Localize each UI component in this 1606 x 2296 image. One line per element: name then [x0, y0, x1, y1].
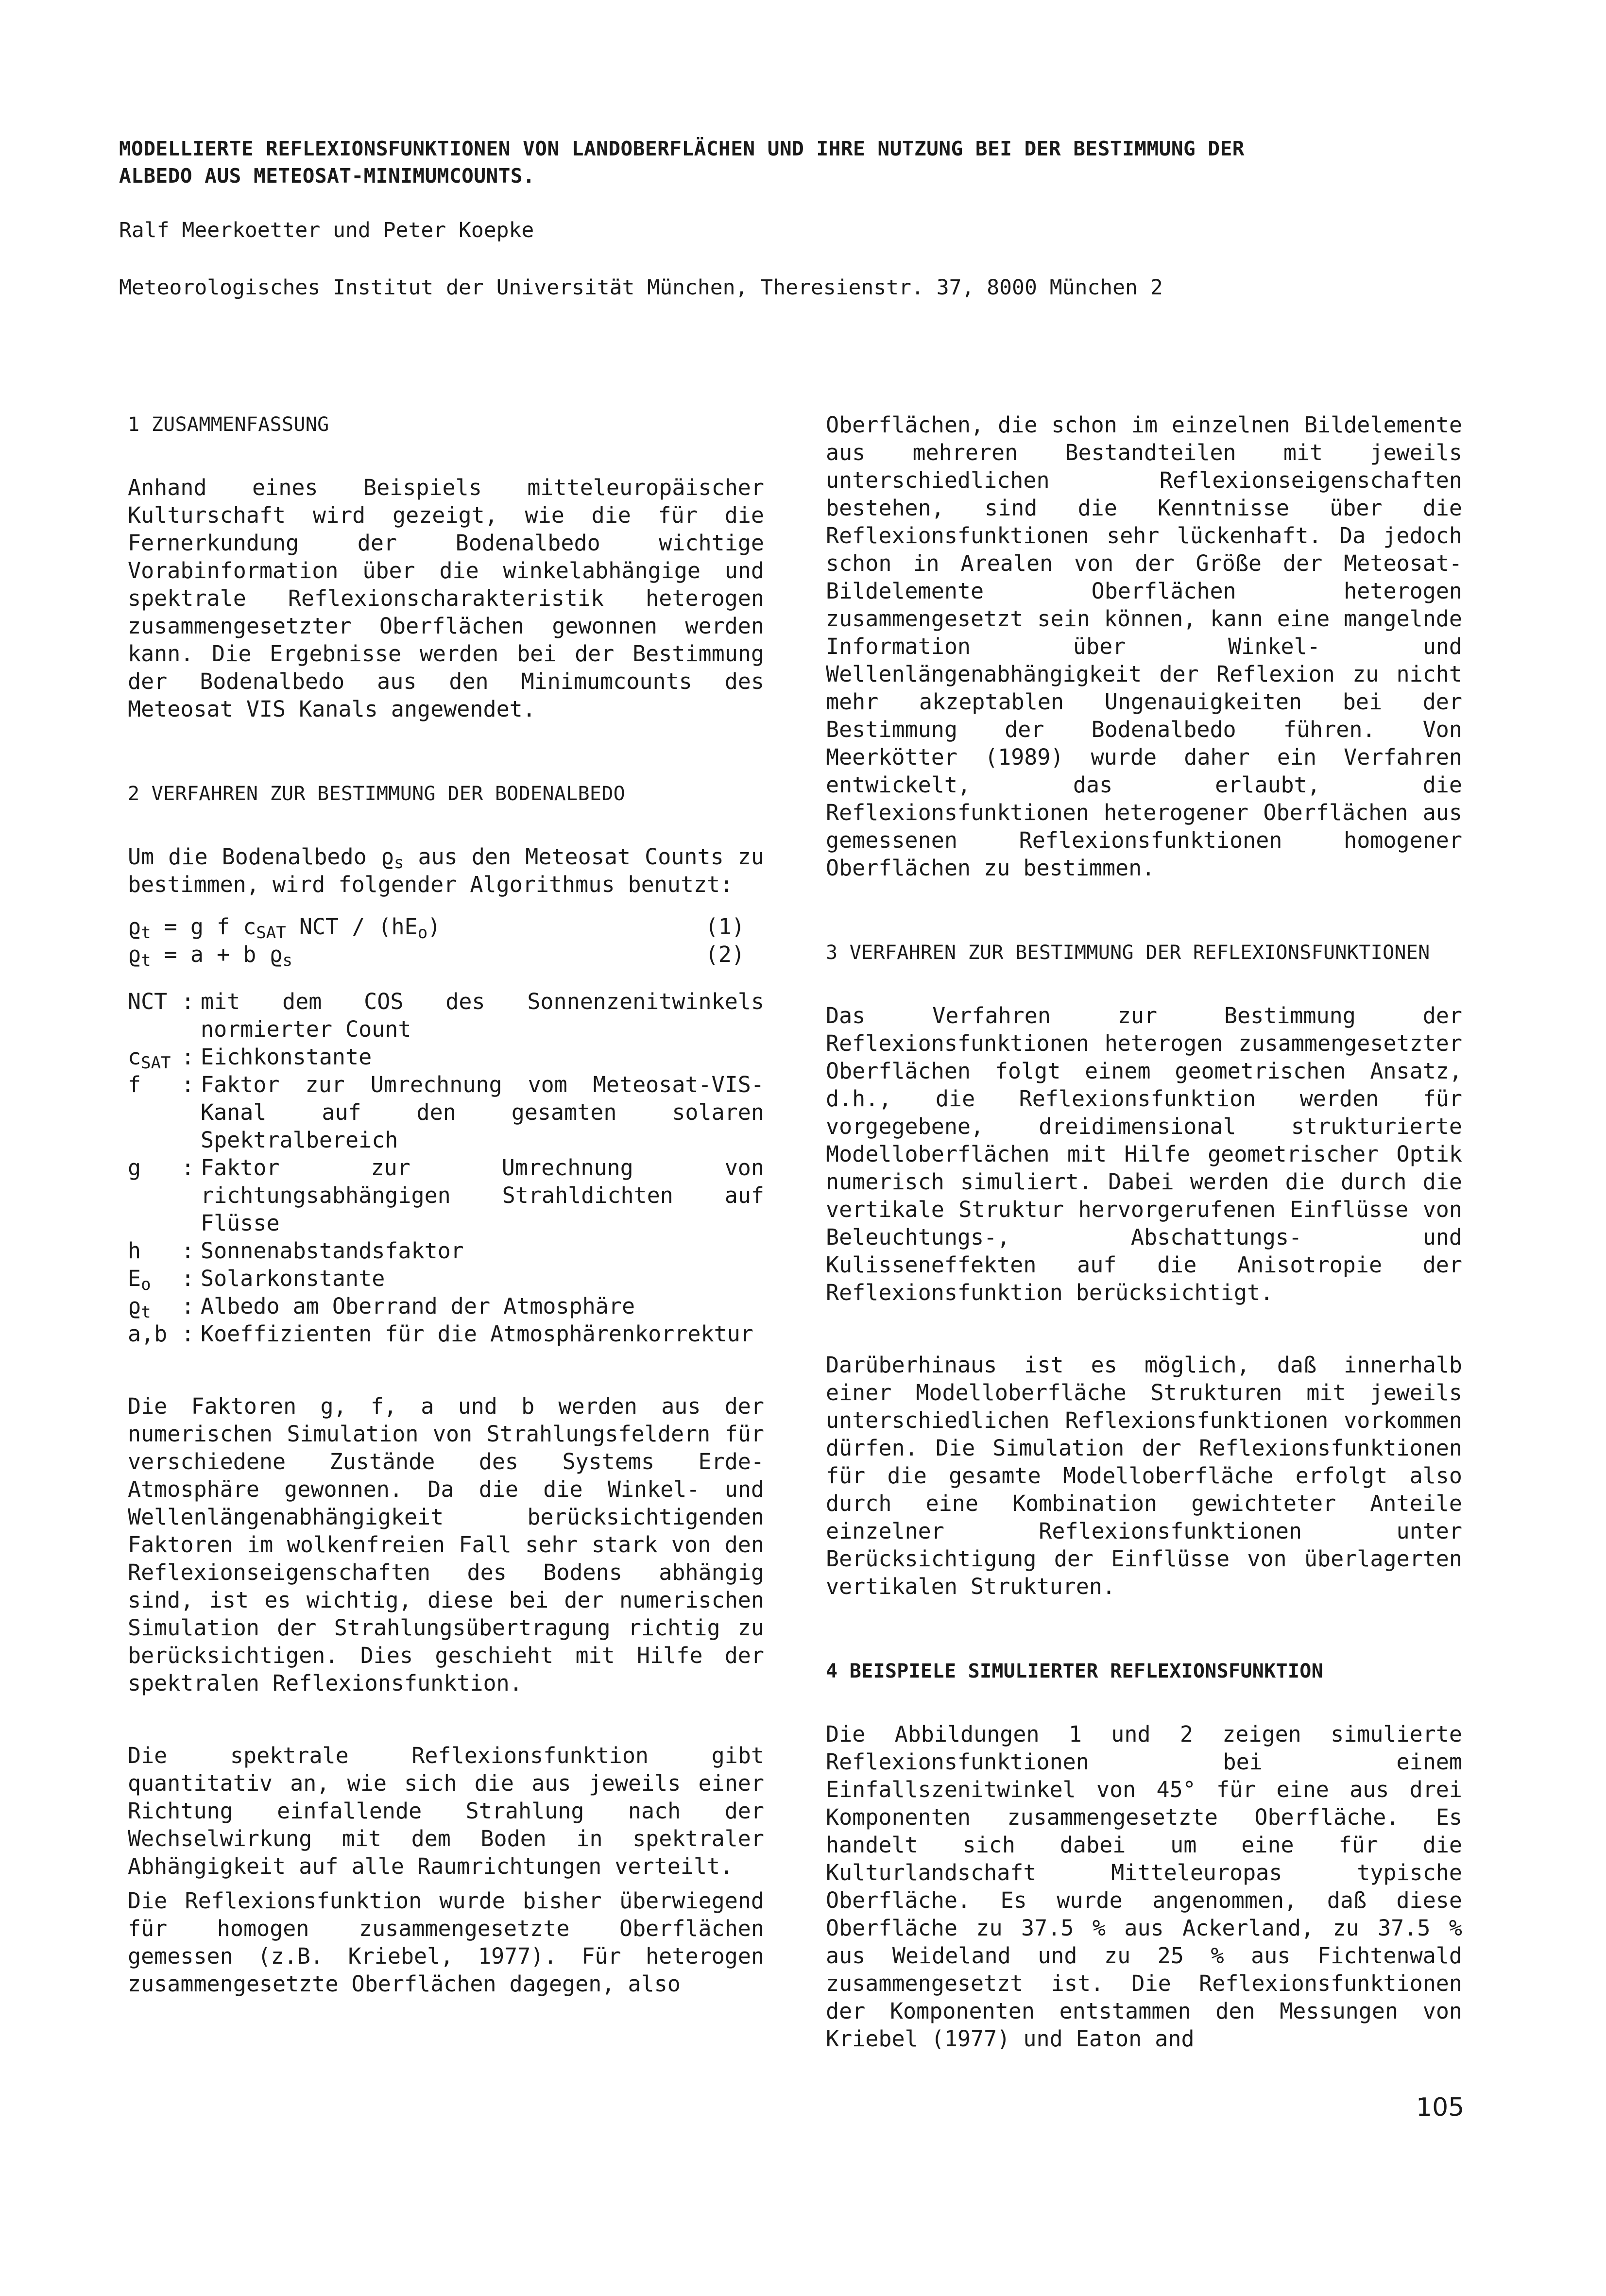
page-number: 105	[1416, 2093, 1465, 2122]
symbol-row: h : Sonnenabstandsfaktor	[128, 1238, 464, 1264]
section-4-heading: 4 BEISPIELE SIMULIERTER REFLEXIONSFUNKTION	[826, 1660, 1324, 1682]
symbol-list	[128, 988, 764, 1348]
symbol-row: g : Faktor zur Umrechnung von richtungsabhängigen Strahldichten auf Flüsse	[128, 1155, 764, 1236]
paper-authors: Ralf Meerkoetter und Peter Koepke	[119, 218, 534, 242]
section-4-paragraph-1: Die Abbildungen 1 und 2 zeigen simulierte Reflexionsfunktionen bei einem Einfallszenitwinkel von 45° für eine aus drei Komponenten zusammengesetzte Oberfläche. Es handelt sich dabei um eine für die Kulturlandschaft Mitteleuropas typische Oberfläche. Es wurde angenommen, daß diese Oberfläche zu 37.5 % aus Ackerland, zu 37.5 % aus Weideland und zu 25 % aus Fichtenwald zusammengesetzt ist. Die Reflexionsfunktionen der Komponenten entstammen den Messungen von Kriebel (1977) und Eaton and	[826, 1721, 1462, 2052]
paper-affiliation: Meteorologisches Institut der Universität München, Theresienstr. 37, 8000 München 2	[119, 275, 1163, 300]
symbol-row: $ϱ_t$ : Albedo am Oberrand der Atmosphäre	[128, 1293, 635, 1322]
section-1-heading: 1 ZUSAMMENFASSUNG	[128, 413, 329, 436]
section-2-heading: 2 VERFAHREN ZUR BESTIMMUNG DER BODENALBEDO	[128, 783, 626, 805]
left-column	[128, 411, 764, 1998]
equation-2-number: (2)	[705, 942, 745, 967]
symbol-row: a,b : Koeffizienten für die Atmosphärenkorrektur	[128, 1321, 753, 1347]
section-3-paragraph-1: Das Verfahren zur Bestimmung der Reflexionsfunktionen heterogen zusammengesetzter Oberflächen folgt einem geometrischen Ansatz, d.h., die Reflexionsfunktion werden für vorgegebene, dreidimensional strukturierte Modelloberflächen mit Hilfe geometrischer Optik numerisch simuliert. Dabei werden die durch die vertikale Struktur hervorgerufenen Einflüsse von Beleuchtungs-, Abschattungs- und Kulisseneffekten auf die Anisotropie der Reflexionsfunktion berücksichtigt.	[826, 1003, 1462, 1305]
section-3-paragraph-2: Darüberhinaus ist es möglich, daß innerhalb einer Modelloberfläche Strukturen mit jeweils unterschiedlichen Reflexionsfunktionen vorkommen dürfen. Die Simulation der Reflexionsfunktionen für die gesamte Modelloberfläche erfolgt also durch eine Kombination gewichteter Anteile einzelner Reflexionsfunktionen unter Berücksichtigung der Einflüsse von überlagerten vertikalen Strukturen.	[826, 1352, 1462, 1599]
section-2-intro: Um die Bodenalbedo $ϱ_s$ aus den Meteosat Counts zu bestimmen, wird folgender Algorithmus benutzt:	[128, 844, 764, 897]
section-2-paragraph-4: Die Reflexionsfunktion wurde bisher überwiegend für homogen zusammengesetzte Oberflächen gemessen (z.B. Kriebel, 1977). Für heterogen zusammengesetzte Oberflächen dagegen, also	[128, 1888, 764, 1997]
equation-1-number: (1)	[705, 914, 745, 940]
symbol-row: f : Faktor zur Umrechnung vom Meteosat-VIS-Kanal auf den gesamten solaren Spektralbereich	[128, 1072, 764, 1153]
symbol-row: NCT : mit dem COS des Sonnenzenitwinkels normierter Count	[128, 989, 764, 1042]
section-2-paragraph-3: Die spektrale Reflexionsfunktion gibt quantitativ an, wie sich die aus jeweils einer Richtung einfallende Strahlung nach der Wechselwirkung mit dem Boden in spektraler Abhängigkeit auf alle Raumrichtungen verteilt.	[128, 1743, 764, 1879]
section-2-paragraph-5: Oberflächen, die schon im einzelnen Bildelemente aus mehreren Bestandteilen mit jeweils unterschiedlichen Reflexionseigenschaften bestehen, sind die Kenntnisse über die Reflexionsfunktionen sehr lückenhaft. Da jedoch schon in Arealen von der Größe der Meteosat-Bildelemente Oberflächen heterogen zusammengesetzt sein können, kann eine mangelnde Information über Winkel- und Wellenlängenabhängigkeit der Reflexion zu nicht mehr akzeptablen Ungenauigkeiten bei der Bestimmung der Bodenalbedo führen. Von Meerkötter (1989) wurde daher ein Verfahren entwickelt, das erlaubt, die Reflexionsfunktionen heterogener Oberflächen aus gemessenen Reflexionsfunktionen homogener Oberflächen zu bestimmen.	[826, 412, 1462, 881]
section-3-heading: 3 VERFAHREN ZUR BESTIMMUNG DER REFLEXIONSFUNKTIONEN	[826, 942, 1430, 964]
section-2-paragraph-2: Die Faktoren g, f, a und b werden aus der numerischen Simulation von Strahlungsfeldern für verschiedene Zustände des Systems Erde-Atmosphäre gewonnen. Da die die Winkel- und Wellenlängenabhängigkeit berücksichtigenden Faktoren im wolkenfreien Fall sehr stark von den Reflexionseigenschaften des Bodens abhängig sind, ist es wichtig, diese bei der numerischen Simulation der Strahlungsübertragung richtig zu berücksichtigen. Dies geschieht mit Hilfe der spektralen Reflexionsfunktion.	[128, 1393, 764, 1696]
equation-1: $ϱ_t = g$ f $c_{SAT}$ NCT / $(hE_o)$ (1)	[128, 913, 764, 941]
paper-title: MODELLIERTE REFLEXIONSFUNKTIONEN VON LANDOBERFLÄCHEN UND IHRE NUTZUNG BEI DER BESTIMMUNG DER ALBEDO AUS METEOSAT-MINIMUMCOUNTS.	[119, 137, 1245, 188]
equation-2: $ϱ_t = a + b$ $ϱ_s$ (2)	[128, 941, 764, 968]
section-1-paragraph: Anhand eines Beispiels mitteleuropäischer Kulturschaft wird gezeigt, wie die für die Fernerkundung der Bodenalbedo wichtige Vorabinformation über die winkelabhängige und spektrale Reflexionscharakteristik heterogen zusammengesetzter Oberflächen gewonnen werden kann. Die Ergebnisse werden bei der Bestimmung der Bodenalbedo aus den Minimumcounts des Meteosat VIS Kanals angewendet.	[128, 475, 764, 722]
symbol-row: $c_{SAT}$ : Eichkonstante	[128, 1044, 372, 1073]
symbol-row: $E_o$ : Solarkonstante	[128, 1266, 385, 1294]
rho-symbol: ϱ	[380, 844, 394, 870]
right-column	[826, 411, 1462, 2053]
